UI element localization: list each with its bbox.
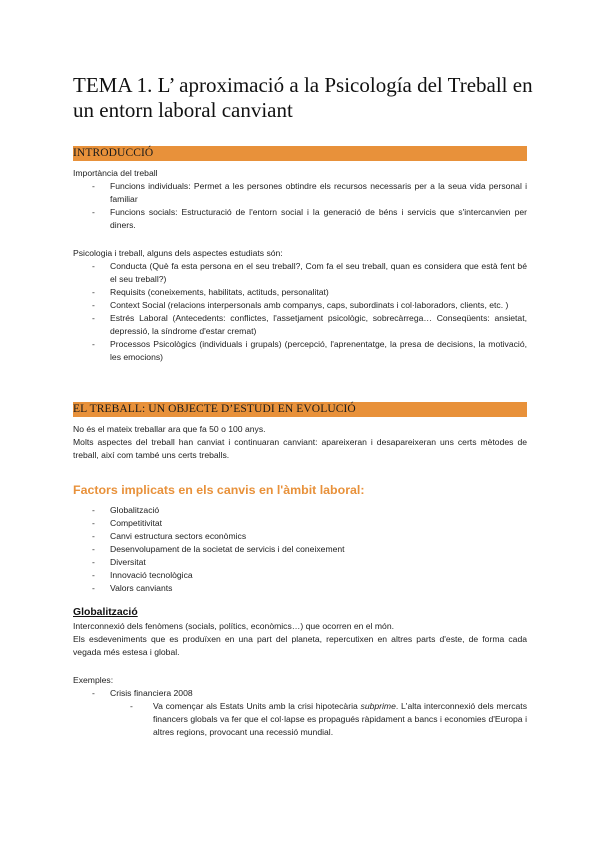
factors-heading: Factors implicats en els canvis en l'àmbit laboral: <box>73 483 365 497</box>
list-item: - Valors canviants <box>73 582 527 595</box>
page-title: TEMA 1. L’ aproximació a la Psicología del Treball en un entorn laboral canviant <box>73 73 533 122</box>
sub-text-after: . L'alta interconnexió dels mercats financers globals va fer que el col·lapse es propagués ràpidament a bancs i economies d'Europa i altres regions, provocant una recessió mundial. <box>153 701 527 737</box>
globalitzacio-line-2: Els esdeveniments que es produïxen en una part del planeta, repercutixen en altres parts d'este, de forma cada vegada més estesa i global. <box>73 634 527 657</box>
psicologia-list <box>73 260 527 364</box>
introduccio-body <box>73 167 527 232</box>
importancia-list <box>73 180 527 232</box>
list-item: - Funcions socials: Estructuració de l'entorn social i la generació de béns i servicis que s'intercanvien per diners. <box>73 206 527 232</box>
exemples-list <box>73 687 527 700</box>
treball-line-2: Molts aspectes del treball han canviat i continuaran canviant: apareixeran i desapareixeran uns certs mètodes de treball, així com també uns certs treballs. <box>73 437 527 460</box>
list-item: - Innovació tecnològica <box>73 569 527 582</box>
list-item: - Conducta (Què fa esta persona en el seu treball?, Com fa el seu treball, quan es considera que està fent bé el seu treball?) <box>73 260 527 286</box>
globalitzacio-body <box>73 620 527 659</box>
list-item: - Competitivitat <box>73 517 527 530</box>
exemples-label: Exemples: <box>73 675 114 685</box>
list-item: - Estrés Laboral (Antecedents: conflictes, l'assetjament psicològic, sobrecàrrega… Conseqüents: ansietat, depressió, la síndrome d'estar cremat) <box>73 312 527 338</box>
list-item: - Processos Psicològics (individuals i grupals) (percepció, l'aprenentatge, la presa de decisions, la motivació, les emocions) <box>73 338 527 364</box>
factors-list <box>73 504 527 595</box>
list-item <box>73 700 527 739</box>
globalitzacio-line-1: Interconnexió dels fenòmens (socials, polítics, econòmics…) que ocorren en el món. <box>73 621 394 631</box>
list-item: - Canvi estructura sectors econòmics <box>73 530 527 543</box>
treball-body <box>73 423 527 462</box>
factors-body <box>73 504 527 595</box>
exemples-body <box>73 674 527 739</box>
section-heading-introduccio: INTRODUCCIÓ <box>73 146 527 161</box>
section-heading-treball: EL TREBALL: UN OBJECTE D’ESTUDI EN EVOLUCIÓ <box>73 402 527 417</box>
psicologia-label: Psicologia i treball, alguns dels aspectes estudiats són: <box>73 248 283 258</box>
psicologia-body <box>73 247 527 364</box>
exemples-sublist <box>73 700 527 739</box>
treball-line-1: No és el mateix treballar ara que fa 50 o 100 anys. <box>73 424 266 434</box>
list-item: - Desenvolupament de la societat de servicis i del coneixement <box>73 543 527 556</box>
list-item: - Context Social (relacions interpersonals amb companys, caps, subordinats i col·laboradors, clients, etc. ) <box>73 299 527 312</box>
sub-text-italic: subprime <box>360 701 396 711</box>
importancia-label: Importància del treball <box>73 168 158 178</box>
sub-text-before: Va començar als Estats Units amb la crisi hipotecària <box>153 701 361 711</box>
list-item: - Diversitat <box>73 556 527 569</box>
globalitzacio-heading: Globalització <box>73 607 138 618</box>
list-item: - Globalització <box>73 504 527 517</box>
list-item: - Crisis financiera 2008 <box>73 687 527 700</box>
list-item: - Funcions individuals: Permet a les persones obtindre els recursos necessaris per a la seua vida personal i familiar <box>73 180 527 206</box>
list-item: - Requisits (coneixements, habilitats, actituds, personalitat) <box>73 286 527 299</box>
